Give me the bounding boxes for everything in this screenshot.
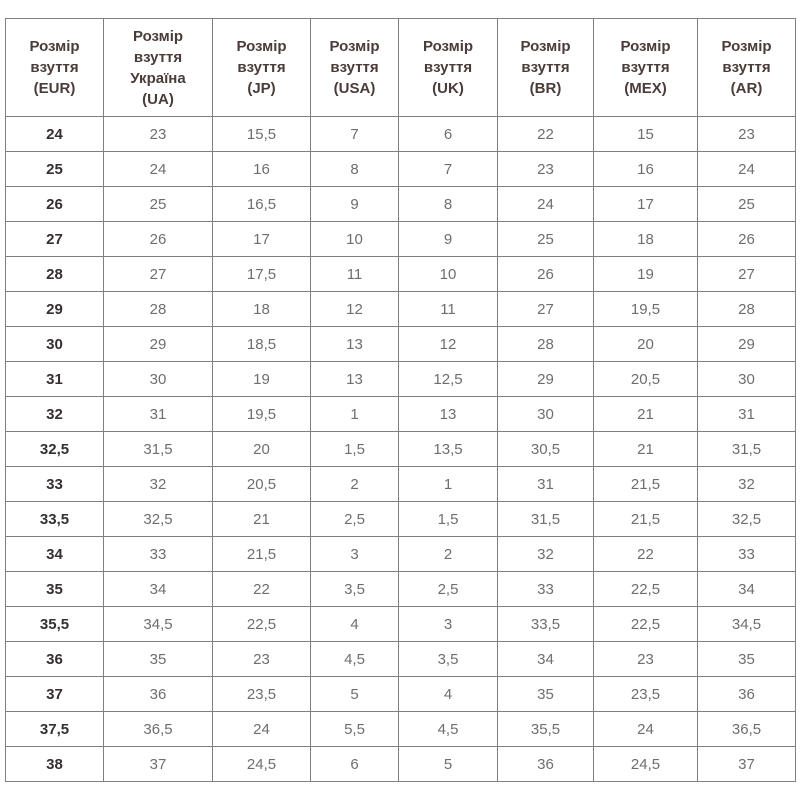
size-value-cell: 26: [498, 257, 594, 292]
size-value-cell: 31: [698, 397, 796, 432]
size-value-cell: 34: [698, 572, 796, 607]
size-value-cell: 32: [498, 537, 594, 572]
size-value-cell: 18,5: [213, 327, 311, 362]
size-value-cell: 34,5: [698, 607, 796, 642]
size-value-cell: 4: [311, 607, 399, 642]
size-value-cell: 25: [498, 222, 594, 257]
size-value-cell: 21,5: [594, 502, 698, 537]
size-value-cell: 31,5: [698, 432, 796, 467]
size-value-cell: 33: [498, 572, 594, 607]
table-row: [6, 502, 796, 537]
size-value-cell: 31: [498, 467, 594, 502]
size-value-cell: 4,5: [399, 712, 498, 747]
size-value-cell: 28: [698, 292, 796, 327]
size-value-cell: 21: [594, 432, 698, 467]
size-value-cell: 15: [594, 117, 698, 152]
size-value-cell: 30: [698, 362, 796, 397]
size-value-cell: 26: [104, 222, 213, 257]
eur-size-cell: 31: [6, 362, 104, 397]
size-value-cell: 24: [594, 712, 698, 747]
size-value-cell: 3,5: [311, 572, 399, 607]
size-value-cell: 17,5: [213, 257, 311, 292]
size-value-cell: 18: [213, 292, 311, 327]
column-header: Розмір взуття (JP): [213, 19, 311, 117]
size-value-cell: 22,5: [213, 607, 311, 642]
size-value-cell: 6: [311, 747, 399, 782]
size-value-cell: 13: [399, 397, 498, 432]
column-header: Розмір взуття Україна (UA): [104, 19, 213, 117]
table-row: [6, 467, 796, 502]
size-value-cell: 32: [698, 467, 796, 502]
size-value-cell: 20: [213, 432, 311, 467]
size-value-cell: 23,5: [213, 677, 311, 712]
size-value-cell: 31: [104, 397, 213, 432]
column-header: Розмір взуття (MEX): [594, 19, 698, 117]
size-value-cell: 22: [498, 117, 594, 152]
size-value-cell: 2: [311, 467, 399, 502]
size-value-cell: 24: [498, 187, 594, 222]
size-value-cell: 30,5: [498, 432, 594, 467]
table-row: [6, 327, 796, 362]
eur-size-cell: 35: [6, 572, 104, 607]
size-value-cell: 16,5: [213, 187, 311, 222]
size-value-cell: 29: [104, 327, 213, 362]
table-row: [6, 187, 796, 222]
size-value-cell: 32: [104, 467, 213, 502]
size-value-cell: 19,5: [594, 292, 698, 327]
table-row: [6, 432, 796, 467]
size-value-cell: 24,5: [594, 747, 698, 782]
size-value-cell: 35: [498, 677, 594, 712]
eur-size-cell: 32: [6, 397, 104, 432]
size-value-cell: 29: [498, 362, 594, 397]
eur-size-cell: 26: [6, 187, 104, 222]
size-value-cell: 9: [311, 187, 399, 222]
size-value-cell: 13,5: [399, 432, 498, 467]
size-value-cell: 32,5: [104, 502, 213, 537]
size-value-cell: 28: [104, 292, 213, 327]
column-header: Розмір взуття (AR): [698, 19, 796, 117]
size-value-cell: 28: [498, 327, 594, 362]
eur-size-cell: 29: [6, 292, 104, 327]
size-value-cell: 3: [399, 607, 498, 642]
eur-size-cell: 32,5: [6, 432, 104, 467]
size-value-cell: 29: [698, 327, 796, 362]
eur-size-cell: 37: [6, 677, 104, 712]
size-value-cell: 23: [104, 117, 213, 152]
size-value-cell: 21,5: [594, 467, 698, 502]
size-value-cell: 36,5: [698, 712, 796, 747]
size-value-cell: 22,5: [594, 607, 698, 642]
size-value-cell: 5: [311, 677, 399, 712]
size-value-cell: 26: [698, 222, 796, 257]
size-value-cell: 34: [498, 642, 594, 677]
size-value-cell: 24: [104, 152, 213, 187]
size-value-cell: 20: [594, 327, 698, 362]
table-row: [6, 117, 796, 152]
size-value-cell: 27: [104, 257, 213, 292]
size-value-cell: 10: [399, 257, 498, 292]
size-value-cell: 35,5: [498, 712, 594, 747]
table-row: [6, 572, 796, 607]
column-header: Розмір взуття (USA): [311, 19, 399, 117]
size-value-cell: 8: [399, 187, 498, 222]
size-value-cell: 27: [498, 292, 594, 327]
size-value-cell: 5: [399, 747, 498, 782]
eur-size-cell: 34: [6, 537, 104, 572]
table-row: [6, 607, 796, 642]
size-value-cell: 24: [698, 152, 796, 187]
size-value-cell: 22,5: [594, 572, 698, 607]
size-value-cell: 4,5: [311, 642, 399, 677]
table-row: [6, 257, 796, 292]
size-value-cell: 21: [594, 397, 698, 432]
table-row: [6, 677, 796, 712]
size-value-cell: 23: [698, 117, 796, 152]
size-value-cell: 1: [311, 397, 399, 432]
size-value-cell: 21: [213, 502, 311, 537]
eur-size-cell: 25: [6, 152, 104, 187]
column-header: Розмір взуття (EUR): [6, 19, 104, 117]
table-row: [6, 292, 796, 327]
size-value-cell: 10: [311, 222, 399, 257]
size-value-cell: 36: [104, 677, 213, 712]
eur-size-cell: 27: [6, 222, 104, 257]
size-value-cell: 2,5: [311, 502, 399, 537]
size-value-cell: 20,5: [213, 467, 311, 502]
column-header: Розмір взуття (BR): [498, 19, 594, 117]
size-value-cell: 33,5: [498, 607, 594, 642]
size-value-cell: 25: [698, 187, 796, 222]
size-value-cell: 23,5: [594, 677, 698, 712]
eur-size-cell: 38: [6, 747, 104, 782]
size-value-cell: 23: [213, 642, 311, 677]
size-value-cell: 37: [698, 747, 796, 782]
size-value-cell: 12,5: [399, 362, 498, 397]
size-value-cell: 12: [311, 292, 399, 327]
table-row: [6, 397, 796, 432]
size-value-cell: 1: [399, 467, 498, 502]
table-row: [6, 537, 796, 572]
size-value-cell: 4: [399, 677, 498, 712]
size-value-cell: 33: [104, 537, 213, 572]
size-value-cell: 9: [399, 222, 498, 257]
table-row: [6, 712, 796, 747]
size-value-cell: 16: [213, 152, 311, 187]
shoe-size-conversion-table: [5, 18, 796, 782]
size-value-cell: 11: [399, 292, 498, 327]
size-value-cell: 36: [698, 677, 796, 712]
eur-size-cell: 33: [6, 467, 104, 502]
size-value-cell: 3,5: [399, 642, 498, 677]
size-value-cell: 24: [213, 712, 311, 747]
size-value-cell: 12: [399, 327, 498, 362]
size-value-cell: 35: [104, 642, 213, 677]
table-row: [6, 222, 796, 257]
size-value-cell: 34,5: [104, 607, 213, 642]
size-value-cell: 27: [698, 257, 796, 292]
size-value-cell: 23: [498, 152, 594, 187]
size-value-cell: 31,5: [104, 432, 213, 467]
size-value-cell: 17: [594, 187, 698, 222]
size-value-cell: 3: [311, 537, 399, 572]
size-value-cell: 11: [311, 257, 399, 292]
header-row: [6, 19, 796, 117]
size-value-cell: 33: [698, 537, 796, 572]
size-value-cell: 35: [698, 642, 796, 677]
column-header: Розмір взуття (UK): [399, 19, 498, 117]
size-value-cell: 19: [213, 362, 311, 397]
table-row: [6, 747, 796, 782]
size-value-cell: 6: [399, 117, 498, 152]
eur-size-cell: 36: [6, 642, 104, 677]
size-value-cell: 17: [213, 222, 311, 257]
size-value-cell: 37: [104, 747, 213, 782]
size-value-cell: 13: [311, 362, 399, 397]
size-value-cell: 1,5: [399, 502, 498, 537]
eur-size-cell: 30: [6, 327, 104, 362]
size-value-cell: 18: [594, 222, 698, 257]
size-value-cell: 2: [399, 537, 498, 572]
size-value-cell: 36,5: [104, 712, 213, 747]
size-value-cell: 2,5: [399, 572, 498, 607]
size-value-cell: 22: [594, 537, 698, 572]
size-value-cell: 1,5: [311, 432, 399, 467]
eur-size-cell: 28: [6, 257, 104, 292]
size-value-cell: 16: [594, 152, 698, 187]
size-value-cell: 13: [311, 327, 399, 362]
size-value-cell: 5,5: [311, 712, 399, 747]
size-value-cell: 30: [498, 397, 594, 432]
size-value-cell: 32,5: [698, 502, 796, 537]
size-value-cell: 22: [213, 572, 311, 607]
eur-size-cell: 24: [6, 117, 104, 152]
size-value-cell: 34: [104, 572, 213, 607]
size-value-cell: 36: [498, 747, 594, 782]
eur-size-cell: 33,5: [6, 502, 104, 537]
table-row: [6, 152, 796, 187]
size-value-cell: 31,5: [498, 502, 594, 537]
size-value-cell: 19,5: [213, 397, 311, 432]
size-value-cell: 15,5: [213, 117, 311, 152]
size-value-cell: 30: [104, 362, 213, 397]
size-value-cell: 20,5: [594, 362, 698, 397]
size-value-cell: 19: [594, 257, 698, 292]
size-value-cell: 8: [311, 152, 399, 187]
size-value-cell: 21,5: [213, 537, 311, 572]
table-row: [6, 362, 796, 397]
size-value-cell: 24,5: [213, 747, 311, 782]
size-value-cell: 25: [104, 187, 213, 222]
size-value-cell: 7: [311, 117, 399, 152]
size-value-cell: 7: [399, 152, 498, 187]
table-row: [6, 642, 796, 677]
size-value-cell: 23: [594, 642, 698, 677]
eur-size-cell: 35,5: [6, 607, 104, 642]
eur-size-cell: 37,5: [6, 712, 104, 747]
